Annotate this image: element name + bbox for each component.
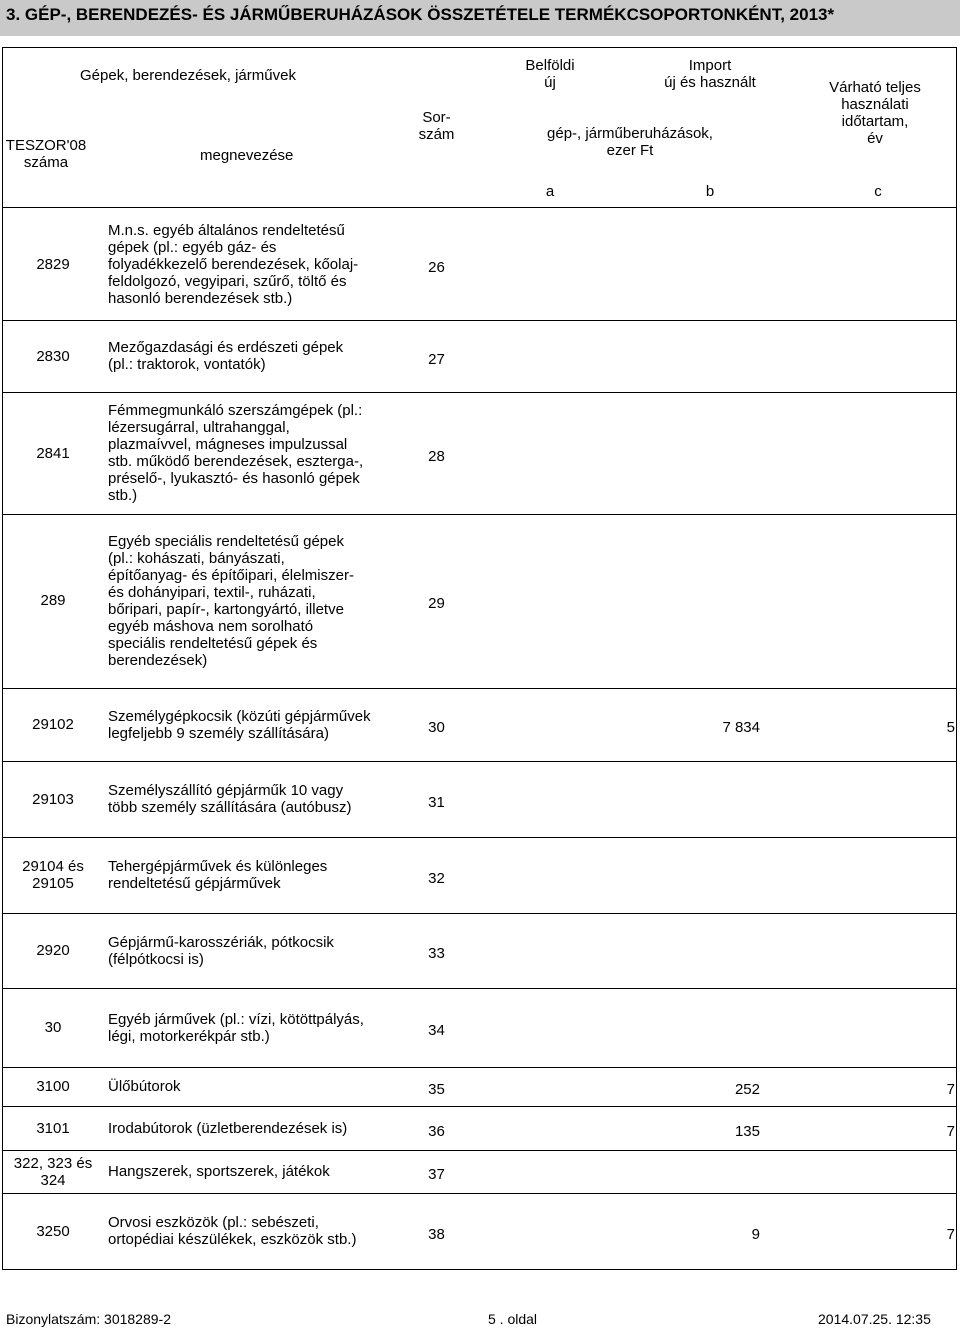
row-code: 29105 xyxy=(32,875,74,892)
header-belfoldi-line1: Belföldi xyxy=(525,57,575,74)
row-code: 30 xyxy=(44,1019,62,1036)
row-number: 29 xyxy=(428,595,445,612)
row-name: Mezőgazdasági és erdészeti gépek xyxy=(108,339,344,356)
row-name: gépek (pl.: egyéb gáz- és xyxy=(108,239,277,256)
header-lifetime-line3: időtartam, xyxy=(841,113,909,130)
header-lifetime-line1: Várható teljes xyxy=(829,79,921,96)
row-value-c: 7 xyxy=(946,1122,955,1140)
row-name: Fémmegmunkáló szerszámgépek (pl.: xyxy=(108,402,363,419)
row-name: légi, motorkerékpár stb.) xyxy=(108,1027,270,1045)
footer-document-id: Bizonylatszám: 3018289-2 xyxy=(6,1311,171,1327)
row-code: 2829 xyxy=(36,256,70,273)
row-name: egyéb máshova nem sorolható xyxy=(108,617,314,635)
row-value-b: 135 xyxy=(734,1122,760,1140)
row-name: speciális rendeltetésű gépek és xyxy=(108,634,318,652)
row-number: 34 xyxy=(428,1022,445,1039)
header-teszor-line2: száma xyxy=(23,154,69,171)
row-name: több személy szállítására (autóbusz) xyxy=(108,799,352,816)
row-divider xyxy=(2,1150,957,1151)
header-lifetime-line2: használati xyxy=(841,96,909,113)
row-number: 26 xyxy=(428,259,445,276)
row-name: építőanyag- és építőipari, élelmiszer- xyxy=(108,566,354,584)
row-name: bőripari, papír-, kartongyártó, illetve xyxy=(108,600,344,618)
header-investments-line1: gép-, járműberuházások, xyxy=(547,125,713,142)
row-divider xyxy=(2,988,957,989)
row-name: Személygépkocsik (közúti gépjárművek xyxy=(108,707,371,725)
title-bar xyxy=(0,0,960,36)
row-name: M.n.s. egyéb általános rendeltetésű xyxy=(108,222,345,239)
row-code: 2841 xyxy=(36,444,70,462)
row-name: Tehergépjárművek és különleges xyxy=(108,858,328,875)
row-code: 29103 xyxy=(32,790,74,808)
row-divider xyxy=(2,1193,957,1194)
row-name: rendeltetésű gépjárművek xyxy=(108,875,281,892)
row-number: 27 xyxy=(428,350,445,368)
row-number: 38 xyxy=(428,1225,445,1243)
row-divider xyxy=(2,392,957,393)
row-name: (pl.: kohászati, bányászati, xyxy=(108,549,285,567)
row-divider xyxy=(2,320,957,321)
row-code: 3101 xyxy=(36,1119,70,1137)
row-value-c: 5 xyxy=(946,719,955,736)
row-name: préselő-, lyukasztó- és hasonló gépek xyxy=(108,470,360,487)
row-code: 2920 xyxy=(36,942,70,959)
header-investments-line2: ezer Ft xyxy=(606,142,654,159)
header-group: Gépek, berendezések, járművek xyxy=(80,67,296,84)
header-import-line2: új és használt xyxy=(664,74,756,91)
row-divider xyxy=(2,207,957,208)
row-code: 289 xyxy=(40,592,66,609)
row-code: 2830 xyxy=(36,347,70,365)
row-number: 37 xyxy=(428,1166,445,1183)
row-name: folyadékkezelő berendezések, kőolaj- xyxy=(108,256,359,273)
row-value-c: 7 xyxy=(946,1225,955,1243)
header-belfoldi-line2: új xyxy=(544,74,556,91)
row-number: 31 xyxy=(428,793,445,811)
row-name: Orvosi eszközök (pl.: sebészeti, xyxy=(108,1214,319,1231)
row-divider xyxy=(2,837,957,838)
header-col-a: a xyxy=(545,183,555,200)
row-name: legfeljebb 9 személy szállítására) xyxy=(108,724,329,742)
row-value-b: 7 834 xyxy=(722,719,760,736)
row-divider xyxy=(2,514,957,515)
header-col-c: c xyxy=(874,183,882,200)
row-code: 322, 323 és xyxy=(13,1154,93,1172)
row-number: 36 xyxy=(428,1122,445,1140)
header-name: megnevezése xyxy=(200,147,294,164)
row-name: Egyéb speciális rendeltetésű gépek xyxy=(108,532,344,550)
row-number: 30 xyxy=(428,719,445,736)
row-code: 29102 xyxy=(32,716,74,733)
row-name: és dohányipari, textil-, ruházati, xyxy=(108,583,316,601)
row-value-c: 7 xyxy=(946,1081,955,1098)
row-number: 28 xyxy=(428,447,445,465)
row-code: 3100 xyxy=(36,1078,70,1095)
header-lifetime-line4: év xyxy=(867,130,883,147)
row-code: 324 xyxy=(40,1171,66,1189)
header-sorszam-line2: szám xyxy=(418,126,455,143)
page-title: 3. GÉP-, BERENDEZÉS- ÉS JÁRMŰBERUHÁZÁSOK ÖSSZETÉTELE TERMÉKCSOPORTONKÉNT, 2013* xyxy=(6,5,835,24)
row-name: Gépjármű-karosszériák, pótkocsik xyxy=(108,933,334,951)
row-name: feldolgozó, vegyipari, szűrő, töltő és xyxy=(108,273,347,290)
header-teszor-line1: TESZOR'08 xyxy=(5,137,87,154)
footer-page-number: 5 . oldal xyxy=(488,1311,538,1327)
row-value-b: 252 xyxy=(734,1081,760,1098)
row-name: Ülőbútorok xyxy=(108,1078,181,1095)
row-divider xyxy=(2,1067,957,1068)
row-name: lézersugárral, ultrahanggal, xyxy=(108,419,290,436)
row-name: Egyéb járművek (pl.: vízi, kötöttpályás, xyxy=(108,1010,364,1028)
row-name: plazmaívvel, mágneses impulzussal xyxy=(108,436,348,453)
row-name: Irodabútorok (üzletberendezések is) xyxy=(108,1119,348,1137)
row-name: berendezések) xyxy=(108,651,208,669)
header-sorszam-line1: Sor- xyxy=(422,109,451,126)
footer-timestamp: 2014.07.25. 12:35 xyxy=(818,1311,931,1327)
row-name: hasonló berendezések stb.) xyxy=(108,290,293,307)
row-name: Hangszerek, sportszerek, játékok xyxy=(108,1163,330,1180)
row-code: 29104 és xyxy=(22,858,84,875)
row-name: stb.) xyxy=(108,487,138,504)
row-code: 3250 xyxy=(36,1222,70,1240)
row-divider xyxy=(2,688,957,689)
row-name: (pl.: traktorok, vontatók) xyxy=(108,356,266,373)
row-number: 32 xyxy=(428,869,445,887)
row-name: stb. működő berendezések, eszterga-, xyxy=(108,453,364,470)
row-name: ortopédiai készülékek, eszközök stb.) xyxy=(108,1231,357,1248)
row-name: Személyszállító gépjárműk 10 vagy xyxy=(108,782,344,799)
header-col-b: b xyxy=(705,183,715,200)
row-number: 33 xyxy=(428,945,445,962)
row-divider xyxy=(2,761,957,762)
row-name: (félpótkocsi is) xyxy=(108,950,204,968)
header-import-line1: Import xyxy=(688,57,732,74)
row-value-b: 9 xyxy=(751,1225,760,1243)
row-divider xyxy=(2,1106,957,1107)
row-divider xyxy=(2,913,957,914)
row-number: 35 xyxy=(428,1081,445,1098)
